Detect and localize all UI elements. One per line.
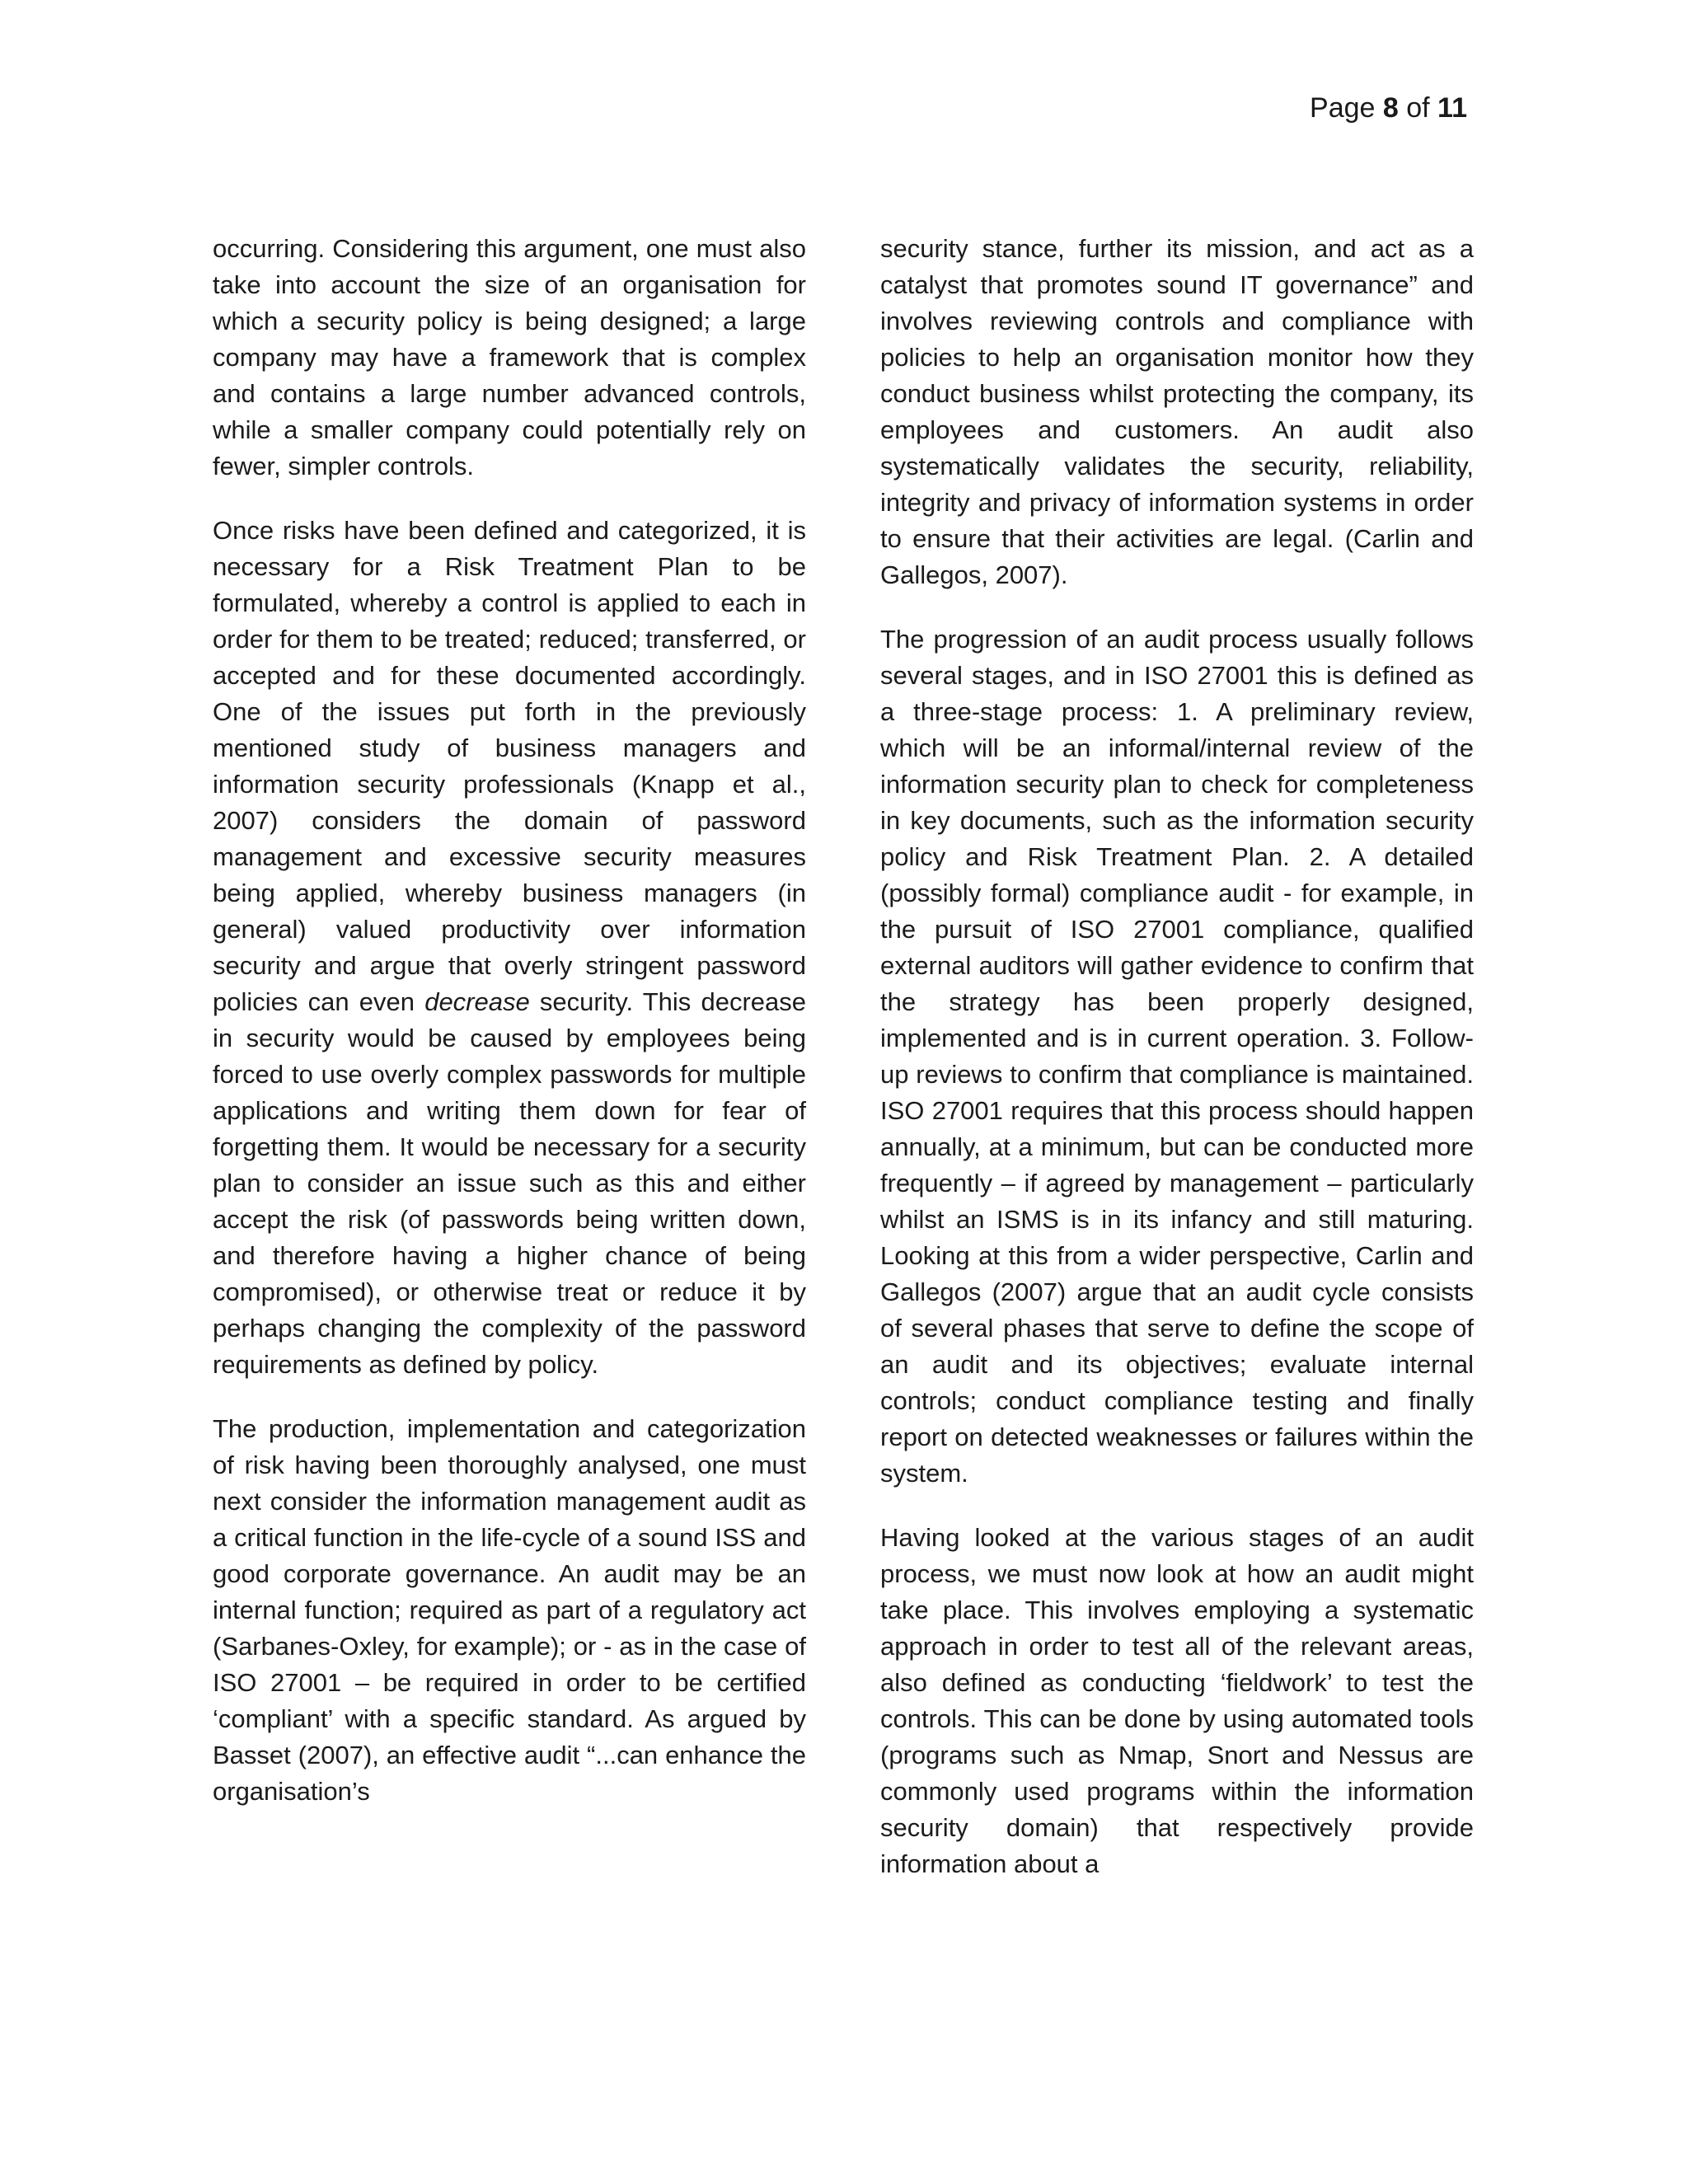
left-paragraph-2-part-2: security. This decrease in security would be caused by employees being forced to use overly complex passwords for multiple applications and writing them down for fear of forgetting them. It would be necessary for a security plan to consider an issue such as this and either accept the risk (of passwords being written down, and therefore having a higher chance of being compromised), or otherwise treat or reduce it by perhaps changing the complexity of the password requirements as defined by policy. <box>213 987 806 1379</box>
page-total: 11 <box>1437 92 1467 124</box>
right-paragraph-1: security stance, further its mission, and act as a catalyst that promotes sound IT governance” and involves reviewing controls and compliance with policies to help an organisation monitor how they conduct business whilst protecting the company, its employees and customers. An audit also systematically validates the security, reliability, integrity and privacy of information systems in order to ensure that their activities are legal. (Carlin and Gallegos, 2007). <box>880 234 1474 589</box>
page-number <box>1310 92 1467 124</box>
page-current: 8 <box>1382 92 1399 124</box>
left-paragraph-3: The production, implementation and categorization of risk having been thoroughly analysed, one must next consider the information management audit as a critical function in the life-cycle of a sound ISS and good corporate governance. An audit may be an internal function; required as part of a regulatory act (Sarbanes-Oxley, for example); or - as in the case of ISO 27001 – be required in order to be certified ‘compliant’ with a specific standard. As argued by Basset (2007), an effective audit “...can enhance the organisation’s <box>213 1414 806 1806</box>
left-paragraph-2 <box>213 513 806 1383</box>
emphasis-decrease: decrease <box>424 987 530 1016</box>
right-paragraph-3: Having looked at the various stages of an audit process, we must now look at how an audit might take place. This involves employing a systematic approach in order to test all of the relevant areas, also defined as conducting ‘fieldwork’ to test the controls. This can be done by using automated tools (programs such as Nmap, Snort and Nessus are commonly used programs within the information security domain) that respectively provide information about a <box>880 1523 1474 1878</box>
page-mid: of <box>1398 92 1438 124</box>
left-column <box>213 231 806 1810</box>
right-paragraph-2: The progression of an audit process usually follows several stages, and in ISO 27001 this is defined as a three-stage process: 1. A preliminary review, which will be an informal/internal review of the information security plan to check for completeness in key documents, such as the information security policy and Risk Treatment Plan. 2. A detailed (possibly formal) compliance audit - for example, in the pursuit of ISO 27001 compliance, qualified external auditors will gather evidence to confirm that the strategy has been properly designed, implemented and is in current operation. 3. Follow-up reviews to confirm that compliance is maintained. ISO 27001 requires that this process should happen annually, at a minimum, but can be conducted more frequently – if agreed by management – particularly whilst an ISMS is in its infancy and still maturing. Looking at this from a wider perspective, Carlin and Gallegos (2007) argue that an audit cycle consists of several phases that serve to define the scope of an audit and its objectives; evaluate internal controls; conduct compliance testing and finally report on detected weaknesses or failures within the system. <box>880 625 1474 1488</box>
left-paragraph-2-part-1: Once risks have been defined and categorized, it is necessary for a Risk Treatment Plan to be formulated, whereby a control is applied to each in order for them to be treated; reduced; transferred, or accepted and for these documented accordingly. One of the issues put forth in the previously mentioned study of business managers and information security professionals (Knapp et al., 2007) considers the domain of password management and excessive security measures being applied, whereby business managers (in general) valued productivity over information security and argue that overly stringent password policies can even <box>213 516 806 1016</box>
right-column <box>880 231 1474 1882</box>
page-prefix: Page <box>1310 92 1383 124</box>
left-paragraph-1: occurring. Considering this argument, one must also take into account the size of an organisation for which a security policy is being designed; a large company may have a framework that is complex and contains a large number advanced controls, while a smaller company could potentially rely on fewer, simpler controls. <box>213 234 806 480</box>
